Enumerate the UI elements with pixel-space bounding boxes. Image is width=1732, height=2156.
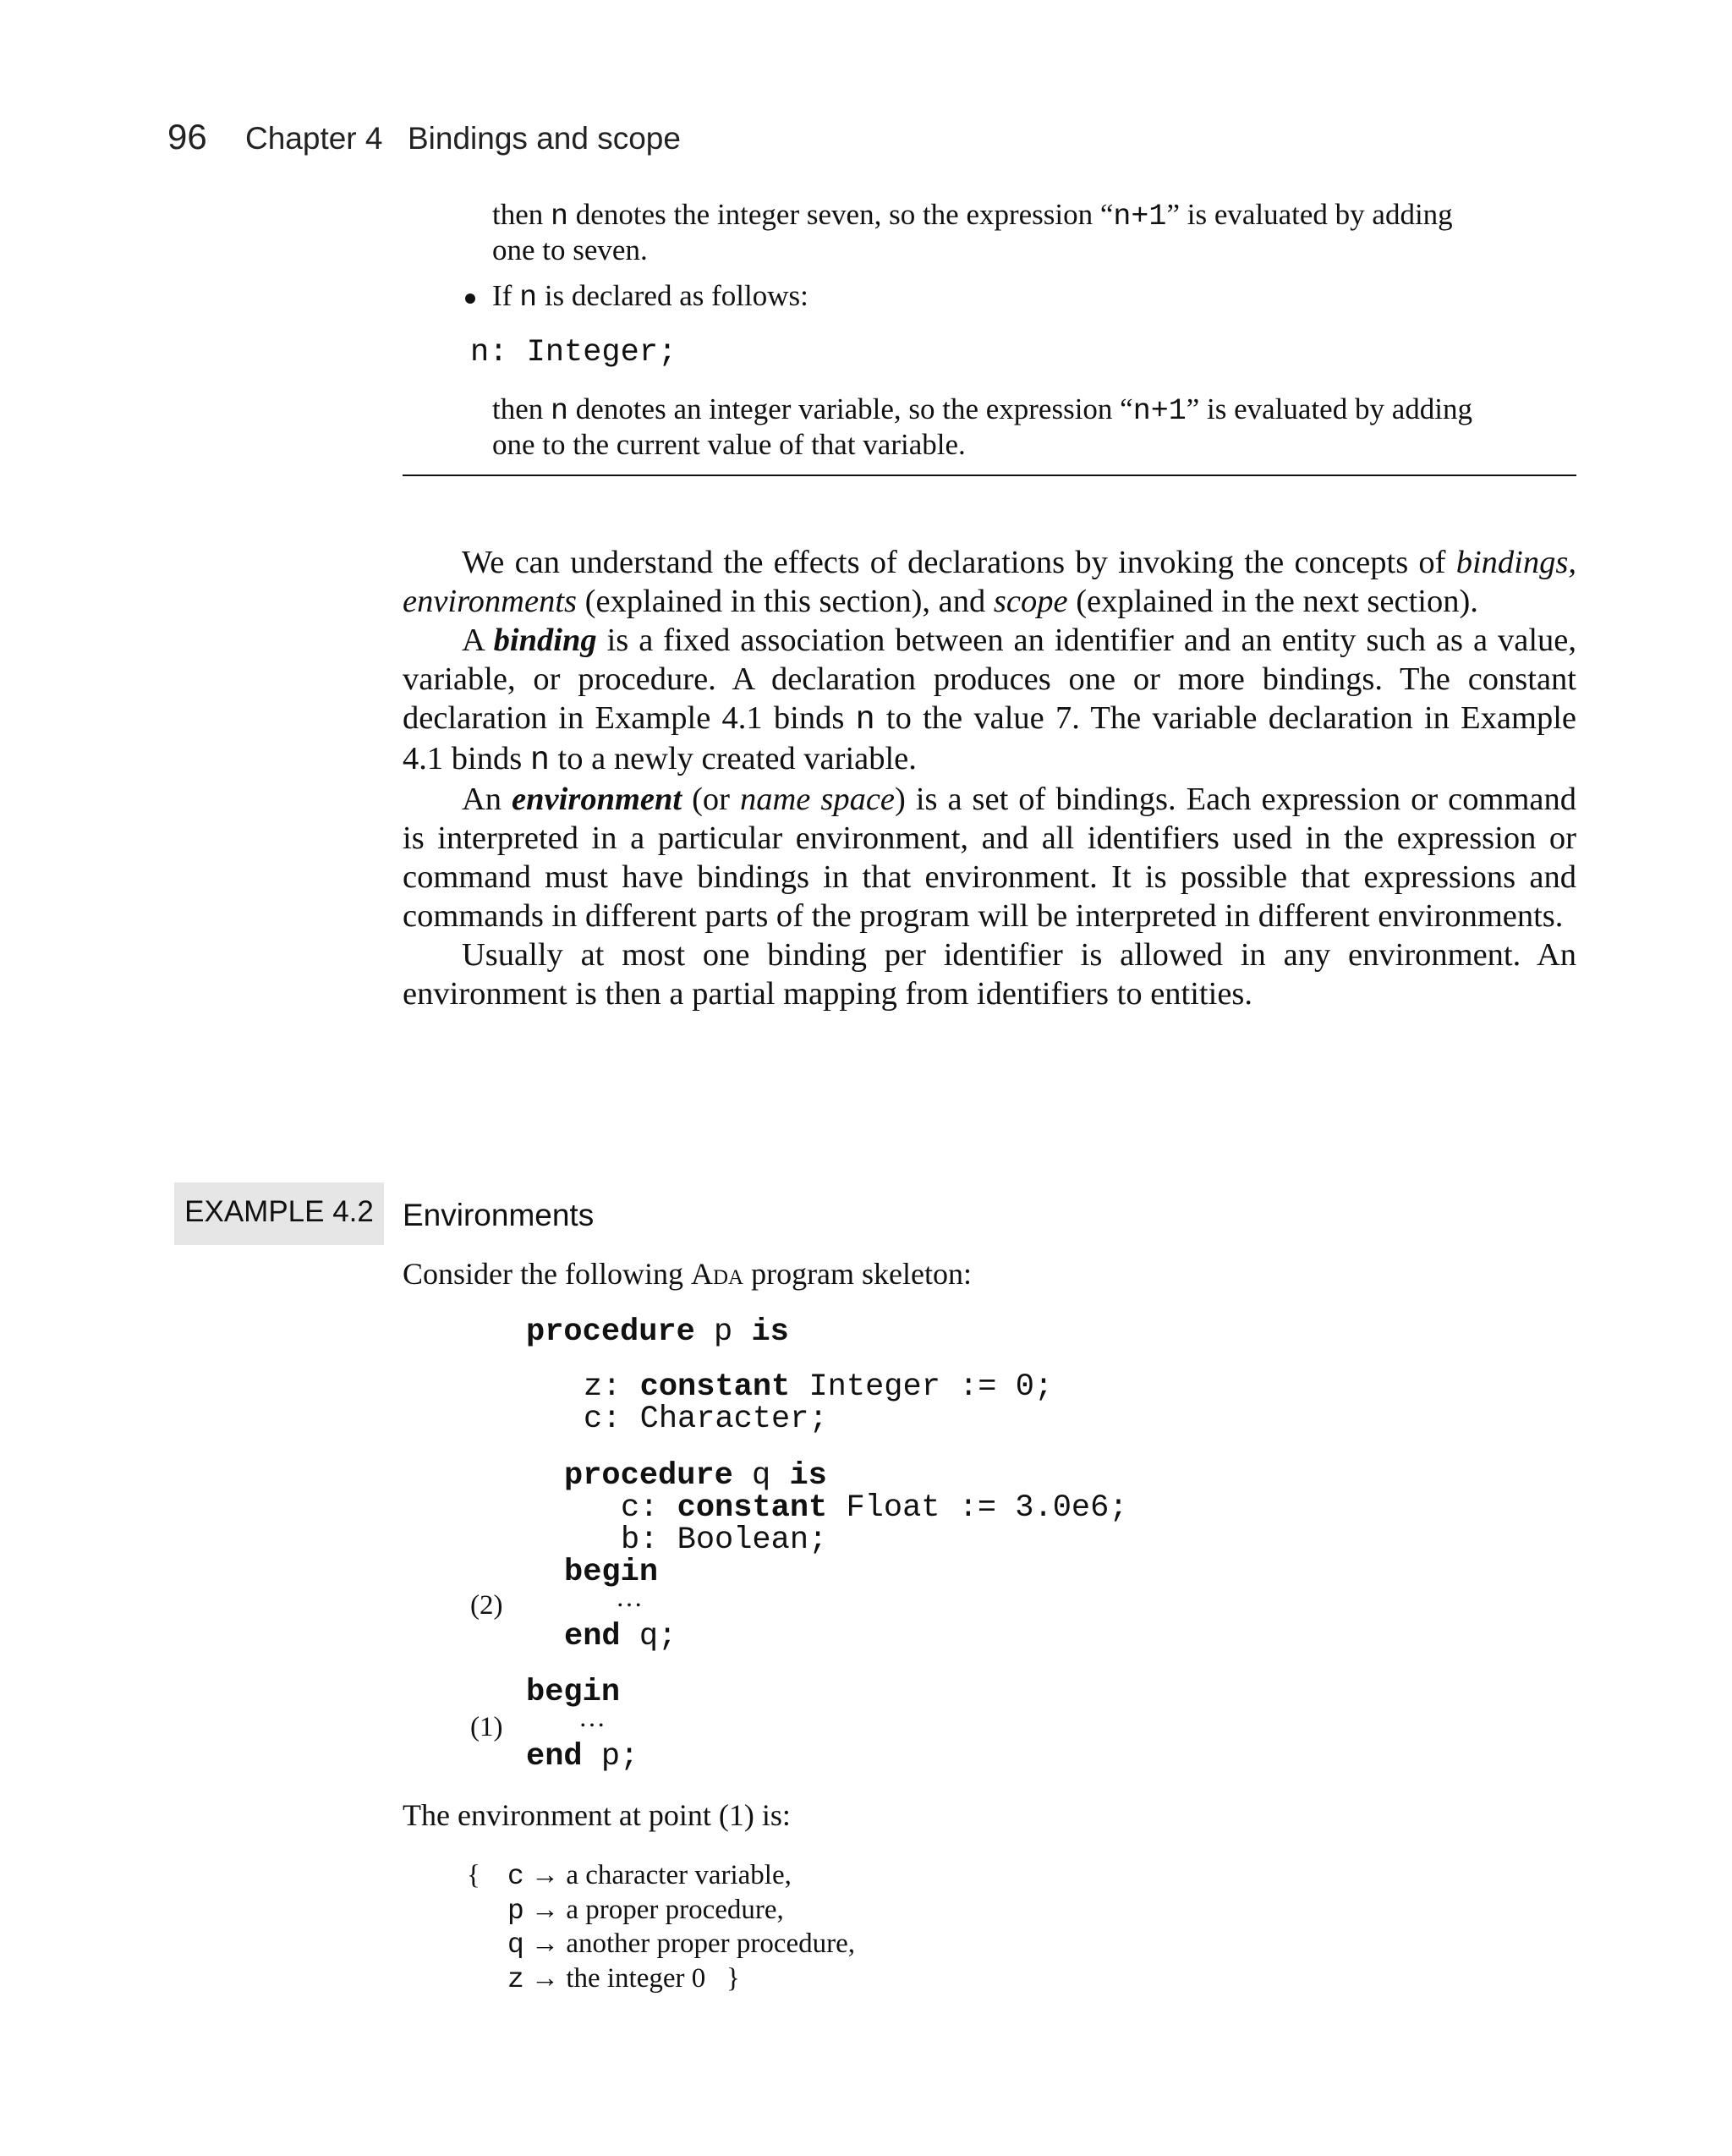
- code-line-6: b: Boolean;: [621, 1522, 828, 1558]
- chapter-label: Chapter 4: [245, 121, 383, 156]
- example-4-1-tail-line-2: one to seven.: [492, 233, 648, 266]
- code-line-12: end p;: [526, 1739, 639, 1775]
- paragraph-environment: An environment (or name space) is a set of bindings. Each expression or command is interpreted in a particular environment, and all identifiers used in the expression or command must have bindings in that environment. It is possible that expressions and commands in different parts of the program will be interpreted in different environments.: [403, 782, 1576, 934]
- environment-close-brace: }: [726, 1962, 740, 1994]
- paragraph-concepts: We can understand the effects of declarations by invoking the concepts of bindings, environments (explained in this section), and scope (explained in the next section).: [403, 545, 1576, 619]
- point-marker-2: (2): [470, 1590, 503, 1621]
- environment-open-brace: {: [467, 1860, 480, 1890]
- integer-declaration: n: Integer;: [470, 335, 677, 370]
- example-title: Environments: [403, 1198, 595, 1232]
- code-line-5: c: constant Float := 3.0e6;: [621, 1490, 1128, 1526]
- paragraph-partial-mapping: Usually at most one binding per identifier is allowed in any environment. An environment is then a partial mapping from identifiers to entities.: [403, 937, 1576, 1012]
- point-marker-1: (1): [470, 1712, 503, 1742]
- environment-intro: The environment at point (1) is:: [403, 1798, 791, 1832]
- example-intro: Consider the following Ada program skeleton:: [403, 1257, 973, 1291]
- environment-row: c → a character variable,: [507, 1860, 792, 1892]
- code-line-10: begin: [526, 1675, 621, 1710]
- example-label: EXAMPLE 4.2: [184, 1195, 374, 1228]
- example-end-rule: [403, 475, 1576, 476]
- code-line-2: z: constant Integer := 0;: [584, 1369, 1054, 1405]
- chapter-title: Bindings and scope: [408, 121, 681, 156]
- code-line-8: …: [616, 1582, 643, 1612]
- code-line-9: end q;: [564, 1619, 677, 1654]
- code-line-7: begin: [564, 1555, 659, 1590]
- code-line-1: procedure p is: [526, 1314, 789, 1350]
- paragraph-binding: A binding is a fixed association between an identifier and an entity such as a value, variable, or procedure. A declaration produces one or more bindings. The constant declaration in Example 4.1 binds n to the value 7. The variable declaration in Example 4.1 binds n to a newly created variable.: [403, 623, 1576, 779]
- example-4-1-tail-line-1: then n denotes the integer seven, so the expression “n+1” is evaluated by adding: [492, 198, 1453, 233]
- environment-row: q → another proper procedure,: [507, 1928, 856, 1961]
- body-text: [403, 543, 1576, 1013]
- example-4-1-tail-line-4: one to the current value of that variable.: [492, 428, 966, 461]
- page-number: 96: [167, 117, 207, 156]
- code-line-11: …: [578, 1702, 606, 1732]
- code-line-4: procedure q is: [564, 1458, 827, 1494]
- environment-list: [507, 1859, 855, 1996]
- example-4-1-tail-line-3: then n denotes an integer variable, so the expression “n+1” is evaluated by adding: [492, 392, 1472, 428]
- environment-row: z → the integer 0 }: [507, 1962, 740, 1995]
- bullet-text: If n is declared as follows:: [492, 279, 808, 315]
- bullet-dot: [465, 294, 475, 304]
- environment-row: p → a proper procedure,: [507, 1894, 784, 1927]
- code-line-3: c: Character;: [584, 1402, 828, 1437]
